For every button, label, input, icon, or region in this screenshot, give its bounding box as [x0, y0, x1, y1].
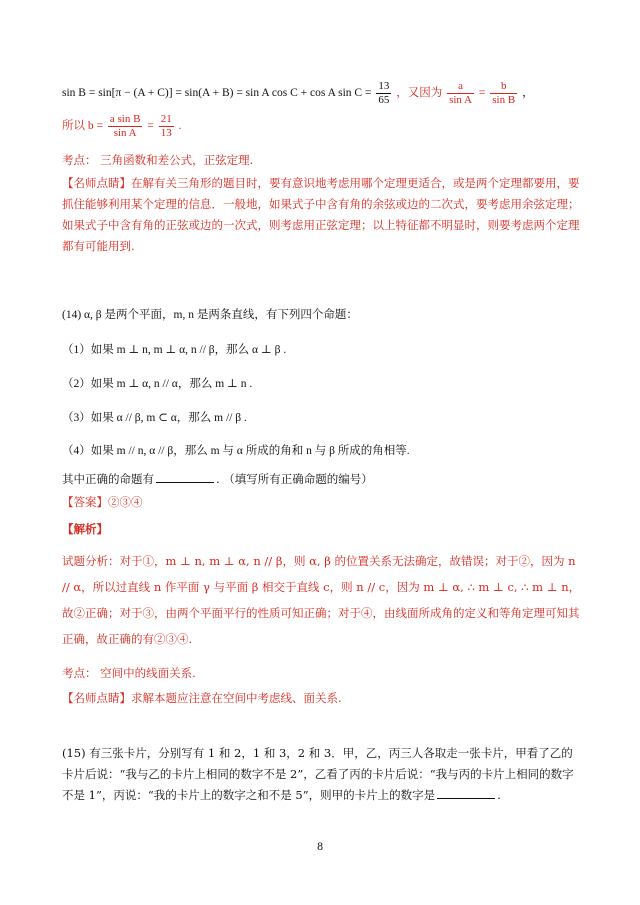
q14-analysis-title: 【解析】	[62, 522, 108, 536]
fraction-b-over-sinB: $\frac{b}{\text{sin B}}$	[492, 80, 516, 106]
formula-sinB-expansion: sin B = sin[π − (A + C)] = sin(A + B) = sin A cos C + cos A sin C =	[62, 87, 372, 100]
q14-ask: 其中正确的命题有 . （填写所有正确命题的编号）	[62, 472, 373, 486]
q14-item-3: （3）如果 α // β, m ⊂ α，那么 m // β .	[62, 412, 247, 424]
q14-answer: 【答案】②③④	[62, 495, 143, 509]
fraction-asinB-over-sinA: $\frac{\text{a sin B}}{\text{sin A}}$	[109, 113, 141, 139]
sine-law-intro: ，又因为	[396, 87, 443, 100]
q14-stem: (14) α, β 是两个平面，m, n 是两条直线，有下列四个命题：	[62, 309, 358, 321]
kaodian-1: 考点： 三角函数和差公式，正弦定理.	[62, 153, 254, 167]
answer-blank-15	[437, 798, 495, 799]
page-number: 8	[316, 842, 324, 853]
answer-blank	[156, 482, 214, 483]
q15-text: (15) 有三张卡片，分别写有 1 和 2，1 和 3，2 和 3．甲，乙，丙三人各取走一张卡片，甲看了乙的卡片后说：“我与乙的卡片上相同的数字不是 2”，乙看了丙的卡片后说：“我与丙的卡片上相同的数字不是 1”，丙说：“我的卡片上的数字之和不是 5”，则甲的卡片上的数字是 .	[62, 746, 574, 802]
fraction-a-over-sinA: $\frac{a}{\text{sin A}}$	[449, 80, 473, 106]
result-b-line: 所以 b = $\frac{\text{a sin B}}{\text{sin A}}$ = $\frac{21}{13}$ .	[62, 113, 182, 139]
kaodian-2: 考点： 空间中的线面关系.	[62, 666, 196, 680]
q14-item-2: （2）如果 m ⊥ α, n // α，那么 m ⊥ n .	[62, 378, 253, 390]
q14-analysis: 试题分析：对于①，m ⊥ n, m ⊥ α, n // β，则 α, β 的位置关系无法确定，故错误；对于②，因为 n // α，所以过直线 n 作平面 γ 与平面 β 相交于直线 c，则 n // c，因为 m ⊥ α, ∴ m ⊥ c, ∴ m ⊥ n，故②正确；对于③，由两个平面平行的性质可知正确；对于④，由线面所成角的定义和等角定理可知其正确，故正确的有②③④.	[62, 554, 581, 646]
teacher-note-2: 【名师点睛】求解本题应注意在空间中考虑线、面关系.	[62, 691, 342, 705]
q14-item-1: （1）如果 m ⊥ n, m ⊥ α, n // β，那么 α ⊥ β .	[62, 344, 287, 356]
fraction-21-13: $\frac{21}{13}$	[160, 113, 172, 139]
teacher-note-1: 【名师点睛】在解有关三角形的题目时，要有意识地考虑用哪个定理更适合，或是两个定理都要用，要抓住能够利用某个定理的信息．一般地，如果式子中含有角的余弦或边的二次式，要考虑用余弦定理；如果式子中含有角的正弦或边的一次式，则考虑用正弦定理；以上特征都不明显时，则要考虑两个定理都有可能用到.	[62, 176, 580, 253]
formula-sinB-line: sin B = sin[π − (A + C)] = sin(A + B) = sin A cos C + cos A sin C = $\frac{13}{65}$ ，又因为 $\frac{a}{\text{sin A}}$ = $\frac{b}{\text{sin B}}$ ，	[62, 80, 534, 106]
q14-item-4: （4）如果 m // n, α // β，那么 m 与 α 所成的角和 n 与 β 所成的角相等.	[62, 445, 410, 457]
fraction-13-65: $\frac{13}{65}$	[378, 80, 390, 106]
